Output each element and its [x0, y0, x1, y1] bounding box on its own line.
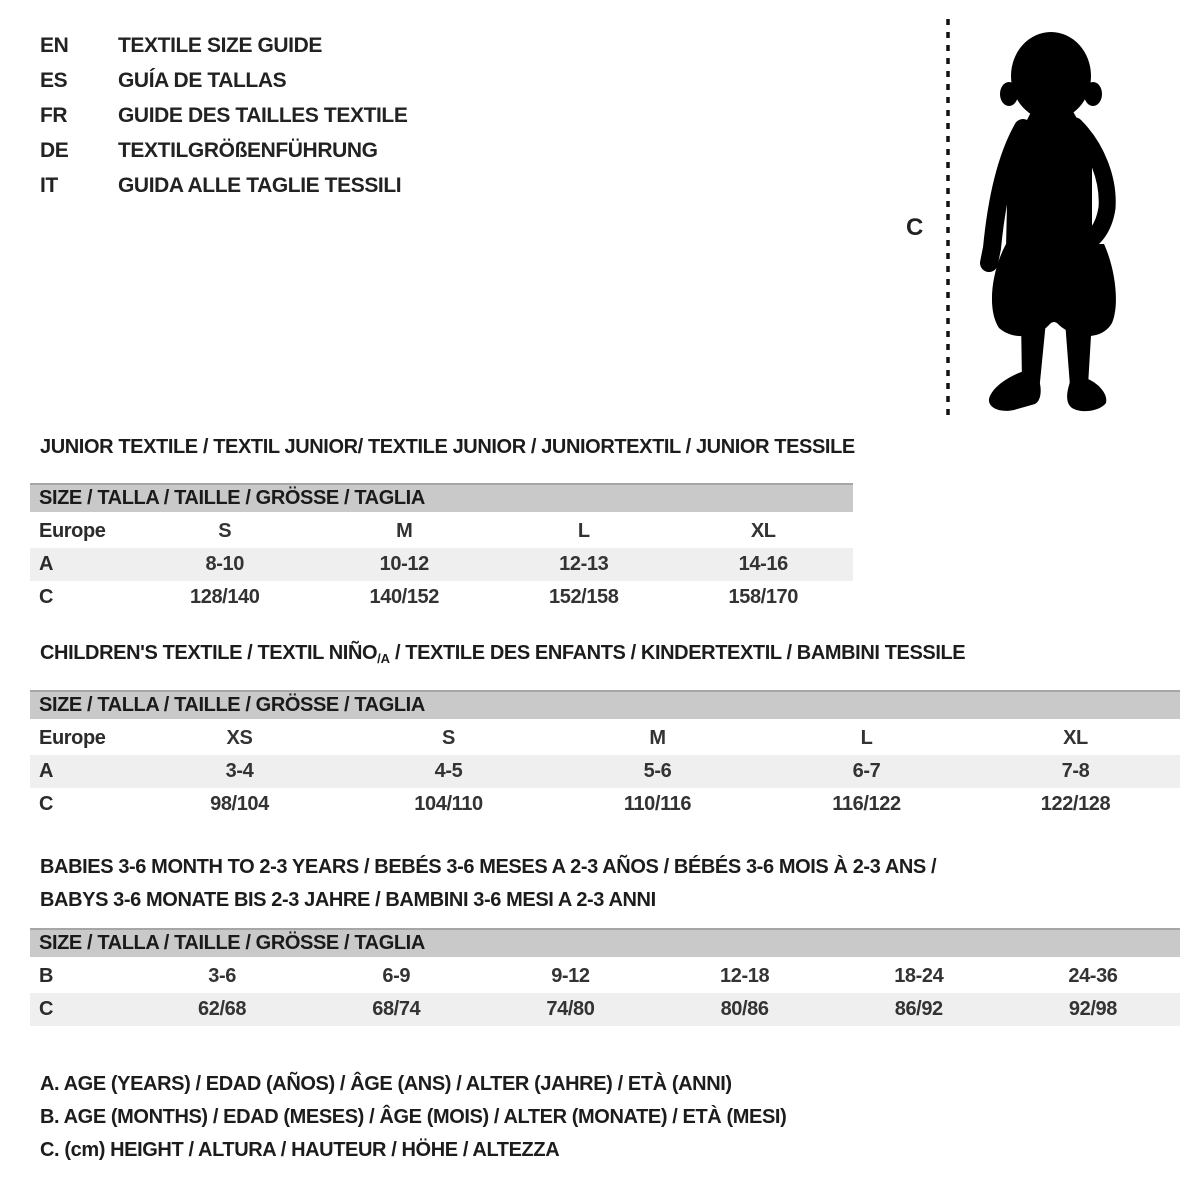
language-label: TEXTILGRÖßENFÜHRUNG [118, 138, 378, 162]
height-dashed-line [944, 17, 952, 422]
size-cell: L [577, 520, 590, 542]
age-cell: 6-7 [852, 760, 881, 782]
months-cell: 18-24 [894, 965, 944, 987]
children-section-title [40, 642, 965, 666]
children-size-table [30, 690, 1180, 821]
table-row-height [30, 993, 1180, 1026]
height-cell: 158/170 [728, 586, 798, 608]
size-cell: XL [750, 520, 776, 542]
row-label: Europe [39, 727, 106, 749]
language-label: GUIDA ALLE TAGLIE TESSILI [118, 173, 402, 197]
table-row-age [30, 548, 853, 581]
height-cell: 86/92 [894, 998, 943, 1020]
size-cell: M [649, 727, 666, 749]
title-text: / TEXTILE DES ENFANTS / KINDERTEXTIL / BAMBINI TESSILE [389, 642, 966, 664]
language-row-fr [40, 98, 407, 133]
table-row-months [30, 960, 1180, 993]
language-row-de [40, 133, 407, 168]
height-cell: 122/128 [1040, 793, 1111, 815]
language-row-it [40, 168, 407, 203]
size-header-bar: SIZE / TALLA / TAILLE / GRÖSSE / TAGLIA [30, 483, 853, 512]
table-row-europe [30, 515, 853, 548]
language-row-es [40, 63, 407, 98]
height-cell: 110/116 [623, 793, 692, 815]
height-cell: 152/158 [549, 586, 619, 608]
size-cell: XL [1063, 727, 1088, 749]
age-cell: 7-8 [1061, 760, 1090, 782]
height-cell: 140/152 [369, 586, 439, 608]
months-cell: 24-36 [1068, 965, 1118, 987]
title-line-1: BABIES 3-6 MONTH TO 2-3 YEARS / BEBÉS 3-6 MESES A 2-3 AÑOS / BÉBÉS 3-6 MOIS À 2-3 ANS / [40, 856, 937, 878]
language-label: TEXTILE SIZE GUIDE [118, 33, 322, 57]
table-row-height [30, 581, 853, 614]
height-cell: 98/104 [210, 793, 269, 815]
row-label: B [39, 965, 54, 987]
months-cell: 6-9 [382, 965, 411, 987]
size-cell: S [218, 520, 232, 542]
language-label: GUIDE DES TAILLES TEXTILE [118, 103, 408, 127]
height-cell: 104/110 [414, 793, 483, 815]
height-measure-label: C [906, 214, 923, 241]
height-cell: 116/122 [832, 793, 901, 815]
size-cell: XS [226, 727, 253, 749]
table-row-europe [30, 722, 1180, 755]
language-code: IT [40, 173, 58, 197]
height-cell: 62/68 [198, 998, 247, 1020]
language-row-en [40, 28, 407, 63]
age-cell: 12-13 [559, 553, 609, 575]
height-cell: 68/74 [372, 998, 421, 1020]
toddler-silhouette-icon [961, 16, 1136, 421]
junior-size-table [30, 483, 853, 614]
months-cell: 3-6 [208, 965, 236, 987]
row-label: C [39, 586, 54, 608]
age-cell: 5-6 [643, 760, 672, 782]
babies-size-table [30, 928, 1180, 1026]
row-label: C [39, 998, 54, 1020]
row-label: C [39, 793, 54, 815]
age-cell: 8-10 [205, 553, 244, 575]
legend-line-c: C. (cm) HEIGHT / ALTURA / HAUTEUR / HÖHE / ALTEZZA [40, 1139, 560, 1161]
size-cell: S [442, 727, 455, 749]
row-label: Europe [39, 520, 106, 542]
language-label: GUÍA DE TALLAS [118, 68, 287, 92]
height-cell: 80/86 [720, 998, 769, 1020]
table-row-age [30, 755, 1180, 788]
language-code: DE [40, 138, 69, 162]
size-header-bar: SIZE / TALLA / TAILLE / GRÖSSE / TAGLIA [30, 690, 1180, 719]
size-header-bar: SIZE / TALLA / TAILLE / GRÖSSE / TAGLIA [30, 928, 1180, 957]
size-cell: L [860, 727, 873, 749]
title-line-2: BABYS 3-6 MONATE BIS 2-3 JAHRE / BAMBINI 3-6 MESI A 2-3 ANNI [40, 889, 656, 911]
age-cell: 10-12 [379, 553, 429, 575]
age-cell: 14-16 [738, 553, 788, 575]
table-row-height [30, 788, 1180, 821]
language-code: EN [40, 33, 69, 57]
row-label: A [39, 760, 54, 782]
language-code: FR [40, 103, 68, 127]
babies-section-title [40, 851, 936, 917]
size-cell: M [396, 520, 413, 542]
age-cell: 3-4 [225, 760, 254, 782]
title-subscript: /A [377, 651, 390, 666]
height-cell: 74/80 [546, 998, 595, 1020]
height-cell: 92/98 [1068, 998, 1117, 1020]
height-cell: 128/140 [190, 586, 260, 608]
legend-line-a: A. AGE (YEARS) / EDAD (AÑOS) / ÂGE (ANS) / ALTER (JAHRE) / ETÀ (ANNI) [40, 1073, 732, 1095]
months-cell: 12-18 [720, 965, 770, 987]
legend-line-b: B. AGE (MONTHS) / EDAD (MESES) / ÂGE (MOIS) / ALTER (MONATE) / ETÀ (MESI) [40, 1106, 787, 1128]
age-cell: 4-5 [434, 760, 463, 782]
language-code: ES [40, 68, 68, 92]
months-cell: 9-12 [551, 965, 590, 987]
row-label: A [39, 553, 54, 575]
title-text: CHILDREN'S TEXTILE / TEXTIL NIÑO [40, 642, 378, 664]
legend [40, 1068, 786, 1167]
junior-section-title: JUNIOR TEXTILE / TEXTIL JUNIOR/ TEXTILE JUNIOR / JUNIORTEXTIL / JUNIOR TESSILE [40, 436, 855, 458]
language-list [40, 28, 407, 203]
